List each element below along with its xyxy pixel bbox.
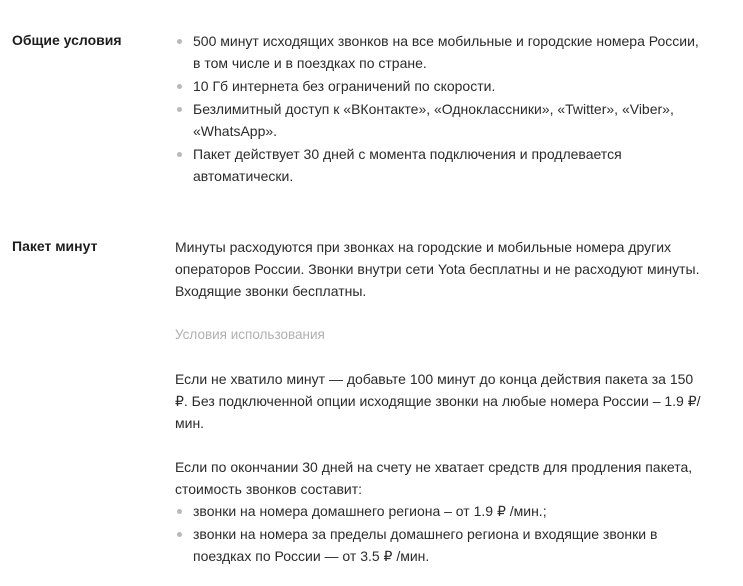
section-general-conditions	[0, 30, 743, 188]
spacer	[175, 434, 703, 456]
section-general-conditions-label: Общие условия	[12, 32, 122, 48]
minutes-intro-paragraph: Минуты расходуются при звонках на городские и мобильные номера других операторов России. Звонки внутри сети Yota бесплатны и не расходуют минуты. Входящие звонки бесплатны.	[175, 239, 700, 299]
spacer	[175, 302, 703, 324]
general-conditions-list	[175, 30, 703, 187]
list-item: 10 Гб интернета без ограничений по скорости.	[175, 75, 703, 97]
section-minutes-package	[0, 236, 743, 568]
spacer	[175, 346, 703, 368]
minutes-paragraph-2: Если по окончании 30 дней на счету не хватает средств для продления пакета, стоимость звонков составит:	[175, 459, 693, 497]
list-item: 500 минут исходящих звонков на все мобильные и городские номера России, в том числе и в поездках по стране.	[175, 30, 703, 74]
section-general-conditions-body	[175, 30, 743, 188]
section-minutes-package-body	[175, 236, 743, 568]
list-item: Безлимитный доступ к «ВКонтакте», «Одноклассники», «Twitter», «Viber», «WhatsApp».	[175, 98, 703, 142]
list-item: звонки на номера домашнего региона – от 1.9 ₽ /мин.;	[175, 500, 703, 522]
minutes-rates-list	[175, 500, 703, 567]
section-minutes-package-label: Пакет минут	[12, 238, 98, 254]
list-item: Пакет действует 30 дней с момента подключения и продлевается автоматически.	[175, 143, 703, 187]
usage-conditions-subheading: Условия использования	[175, 327, 325, 342]
list-item: звонки на номера за пределы домашнего региона и входящие звонки в поездках по России — от 3.5 ₽ /мин.	[175, 523, 703, 567]
minutes-paragraph-1: Если не хватило минут — добавьте 100 минут до конца действия пакета за 150 ₽. Без подключенной опции исходящие звонки на любые номера России – 1.9 ₽/мин.	[175, 371, 701, 431]
